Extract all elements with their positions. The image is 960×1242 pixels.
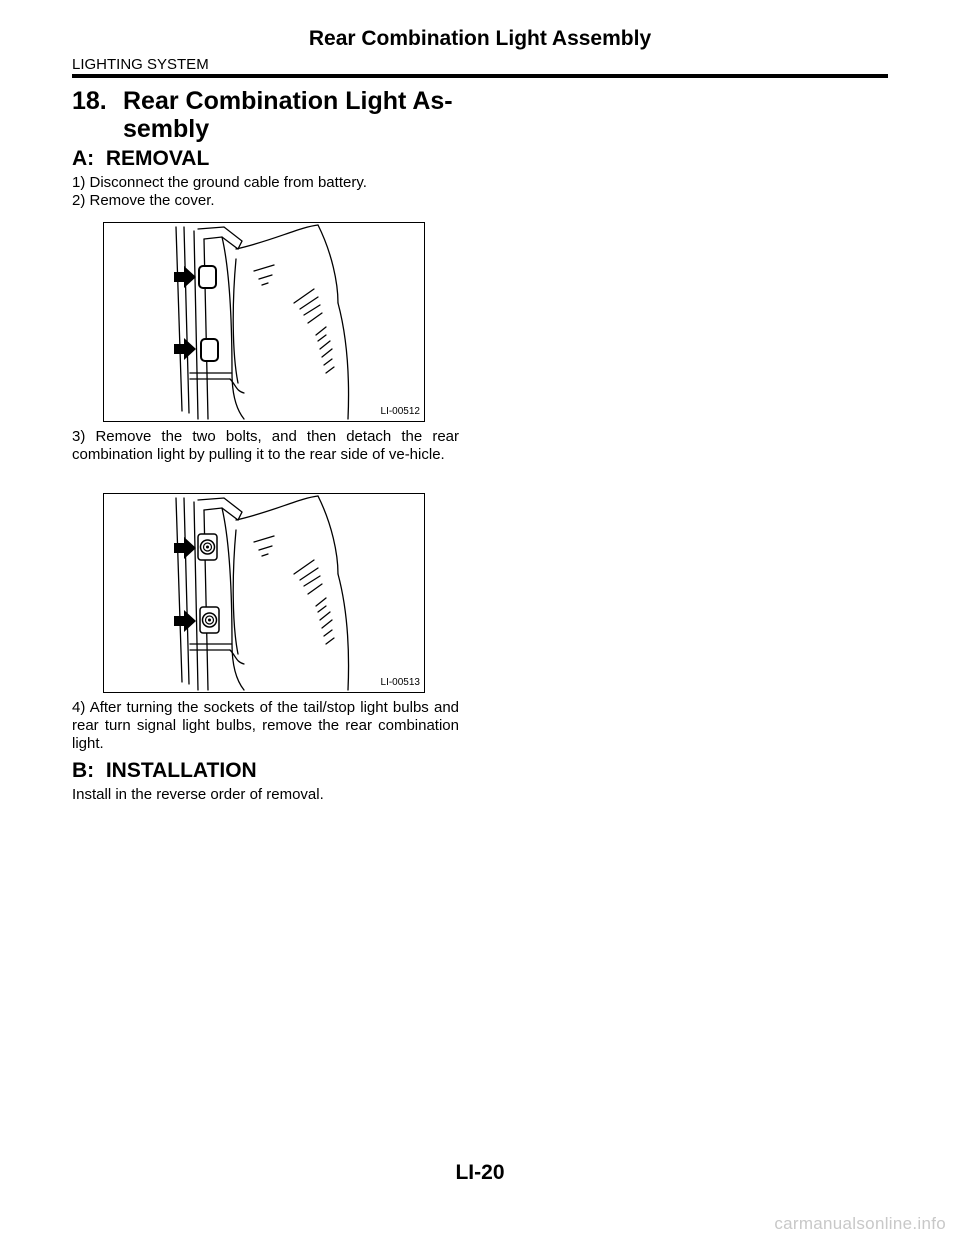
removal-step-4: 4) After turning the sockets of the tail/stop light bulbs and rear turn signal light bulbs, remove the rear combination light. (72, 699, 459, 752)
page-title: Rear Combination Light Assembly (308, 27, 652, 50)
page-number: LI-20 (455, 1161, 505, 1184)
bolts-illustration (104, 494, 426, 694)
heading-number: 18. (72, 87, 107, 115)
cover-illustration (104, 223, 426, 423)
heading-line-1: Rear Combination Light As- (123, 87, 453, 115)
header-rule (72, 74, 888, 78)
removal-step-2: 2) Remove the cover. (72, 192, 215, 209)
removal-step-3: 3) Remove the two bolts, and then detach the rear combination light by pulling it to the rear side of ve-hicle. (72, 428, 459, 463)
figure-bolts-label: LI-00513 (380, 677, 420, 688)
watermark-url: carmanualsonline.info (774, 1214, 946, 1233)
heading-line-2: sembly (123, 115, 210, 143)
figure-cover-label: LI-00512 (380, 406, 420, 417)
installation-heading: B: INSTALLATION (72, 759, 257, 782)
installation-text: Install in the reverse order of removal. (72, 786, 324, 803)
removal-heading: A: REMOVAL (72, 147, 210, 170)
figure-bolts (103, 493, 425, 693)
section-name: LIGHTING SYSTEM (72, 56, 209, 73)
removal-step-1: 1) Disconnect the ground cable from battery. (72, 174, 367, 191)
figure-cover (103, 222, 425, 422)
